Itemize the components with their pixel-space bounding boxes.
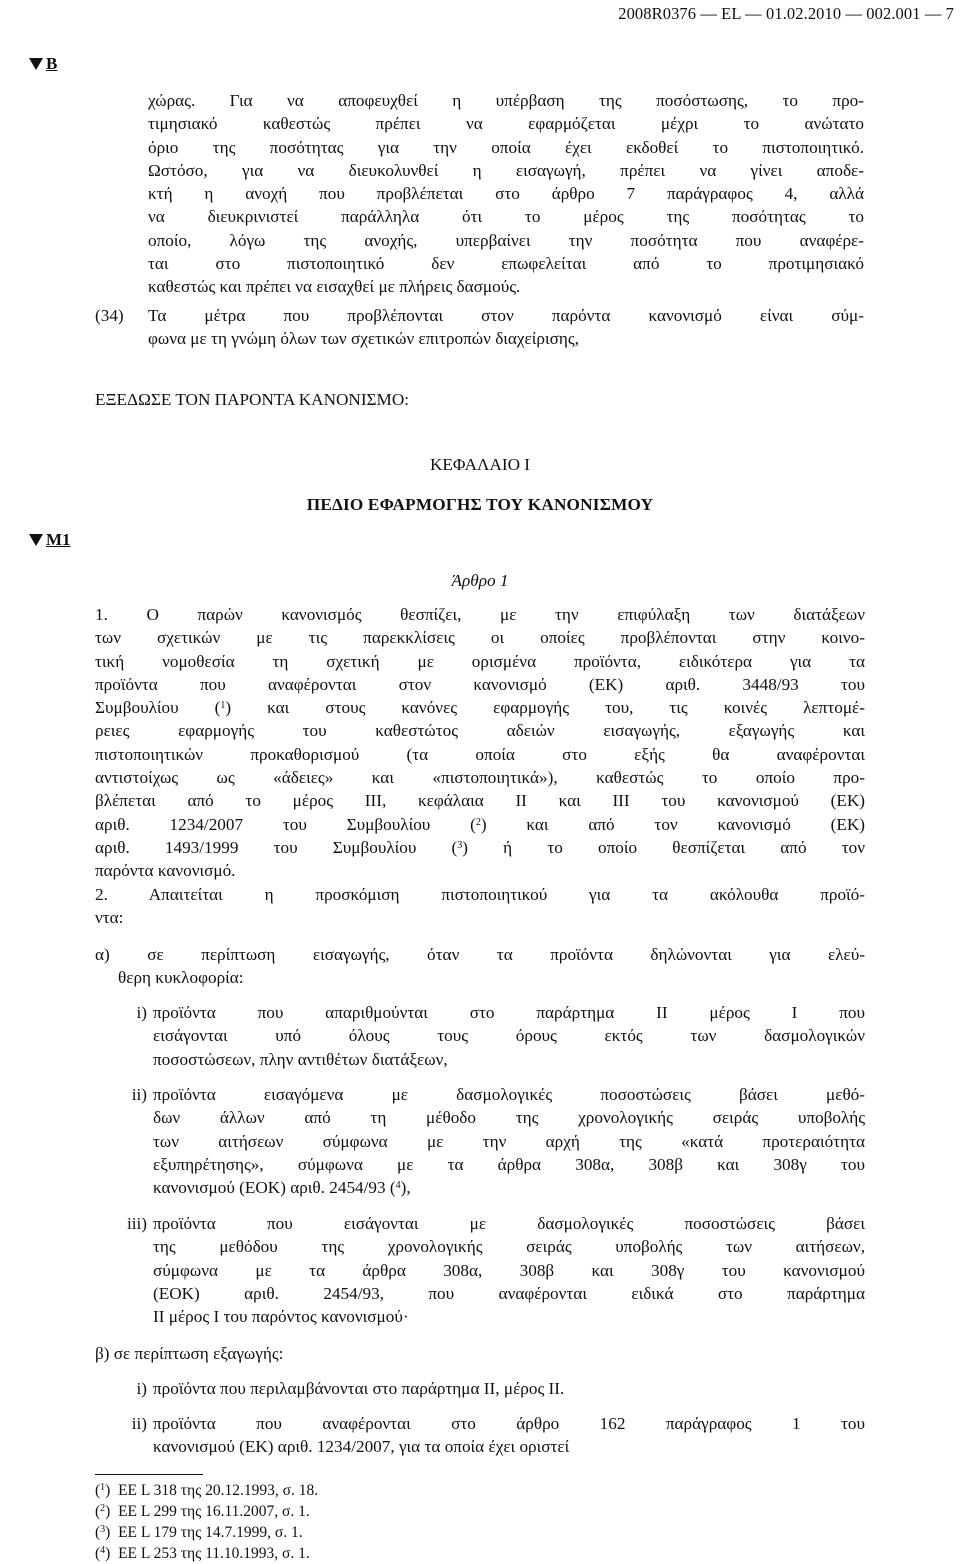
sub-item-text bbox=[153, 1083, 865, 1199]
text-line: κανονισμού (ΕΟΚ) αριθ. 2454/93 ($^4$), bbox=[153, 1178, 411, 1198]
text-line: τική νομοθεσία τη σχετική με ορισμένα προϊόντα, ειδικότερα για τα bbox=[95, 651, 865, 671]
sub-item-number: ii) bbox=[131, 1085, 147, 1104]
sub-item-number: i) bbox=[136, 1379, 147, 1398]
text-line: προϊόντα που αναφέρονται στον κανονισμό (ΕΚ) αριθ. 3448/93 του bbox=[95, 674, 865, 694]
sub-item-number: ii) bbox=[131, 1414, 147, 1433]
sub-item bbox=[95, 1083, 865, 1199]
marker-label: M1 bbox=[46, 530, 71, 549]
text-line: κανονισμού (ΕΚ) αριθ. 1234/2007, για τα οποία έχει οριστεί bbox=[153, 1437, 570, 1457]
recital-number: (34) bbox=[95, 306, 124, 325]
sub-item-text bbox=[153, 1212, 865, 1328]
footnote: ($^4$) ΕΕ L 253 της 11.10.1993, σ. 1. bbox=[95, 1545, 310, 1562]
text-line: της μεθόδου της χρονολογικής σειράς υποβολής των αιτήσεων, bbox=[153, 1237, 865, 1257]
sub-item bbox=[95, 1377, 865, 1400]
text-line: παρόντα κανονισμό. bbox=[95, 861, 236, 881]
item-a bbox=[95, 943, 865, 990]
text-line: α) σε περίπτωση εισαγωγής, όταν τα προϊόντα δηλώνονται για ελεύ- bbox=[95, 945, 865, 964]
text-line: Ωστόσο, για να διευκολυνθεί η εισαγωγή, πρέπει να γίνει αποδε- bbox=[148, 160, 864, 180]
footnote: ($^1$) ΕΕ L 318 της 20.12.1993, σ. 18. bbox=[95, 1482, 319, 1499]
text-line: πιστοποιητικών προκαθορισμού (τα οποία στο εξής θα αναφέρονται bbox=[95, 744, 865, 764]
text-line: 1. Ο παρών κανονισμός θεσπίζει, με την επιφύλαξη των διατάξεων bbox=[95, 605, 865, 624]
sub-item-text bbox=[153, 1377, 865, 1400]
recital-continuation bbox=[148, 89, 864, 299]
text-line: δων άλλων από τη μέθοδο της χρονολογικής σειράς υποβολής bbox=[153, 1108, 865, 1128]
sub-item bbox=[95, 1212, 865, 1328]
item-b: β) σε περίπτωση εξαγωγής: bbox=[95, 1344, 284, 1363]
text-line: ποσοστώσεων, πλην αντιθέτων διατάξεων, bbox=[153, 1049, 448, 1069]
text-line: κτή η ανοχή που προβλέπεται στο άρθρο 7 παράγραφος 4, αλλά bbox=[148, 184, 864, 204]
footnote-separator bbox=[95, 1474, 203, 1475]
text-line: προϊόντα που απαριθμούνται στο παράρτημα II μέρος I που bbox=[153, 1003, 865, 1022]
sub-item bbox=[95, 1412, 865, 1459]
text-line: 2. Απαιτείται η προσκόμιση πιστοποιητικού για τα ακόλουθα προϊό- bbox=[95, 885, 865, 904]
text-line: προϊόντα που αναφέρονται στο άρθρο 162 παράγραφος 1 του bbox=[153, 1414, 865, 1433]
article-title: Άρθρο 1 bbox=[451, 571, 509, 590]
text-line: τιμησιακό καθεστώς πρέπει να εφαρμόζεται μέχρι το ανώτατο bbox=[148, 114, 864, 134]
sub-item-number: i) bbox=[136, 1003, 147, 1022]
text-line: όριο της ποσότητας για την οποία έχει εκδοθεί το πιστοποιητικό. bbox=[148, 137, 864, 157]
amendment-marker-m1 bbox=[29, 528, 71, 551]
text-line: αριθ. 1493/1999 του Συμβουλίου ($^3$) ή το οποίο θεσπίζεται από τον bbox=[95, 837, 866, 857]
text-line: των σχετικών με τις παρεκκλίσεις οι οποίες προβλέπονται στην κοινο- bbox=[95, 628, 865, 648]
text-line: βλέπεται από το μέρος III, κεφάλαια II και III του κανονισμού (ΕΚ) bbox=[95, 791, 865, 811]
text-line: οποίο, λόγω της ανοχής, υπερβαίνει την ποσότητα που αναφέρε- bbox=[148, 230, 864, 250]
text-line: προϊόντα που εισάγονται με δασμολογικές ποσοστώσεις βάσει bbox=[153, 1214, 865, 1233]
footnote: ($^2$) ΕΕ L 299 της 16.11.2007, σ. 1. bbox=[95, 1503, 310, 1520]
chapter-title: ΠΕΔΙΟ ΕΦΑΡΜΟΓΗΣ ΤΟΥ ΚΑΝΟΝΙΣΜΟΥ bbox=[306, 495, 654, 514]
sub-item-number: iii) bbox=[126, 1214, 147, 1233]
recital-34-text bbox=[148, 304, 864, 351]
page-header: 2008R0376 — EL — 01.02.2010 — 002.001 — 7 bbox=[618, 4, 954, 23]
text-line: σύμφωνα με τα άρθρα 308α, 308β και 308γ του κανονισμού bbox=[153, 1260, 865, 1280]
chapter-label: ΚΕΦΑΛΑΙΟ I bbox=[429, 455, 531, 474]
marker-label: B bbox=[46, 54, 58, 73]
enacting-formula: ΕΞΕΔΩΣΕ ΤΟΝ ΠΑΡΟΝΤΑ ΚΑΝΟΝΙΣΜΟ: bbox=[95, 390, 410, 409]
amendment-marker-b bbox=[29, 52, 57, 75]
text-line: ρειες εφαρμογής του καθεστώτος αδειών εισαγωγής, εξαγωγής και bbox=[95, 721, 865, 741]
footnote: ($^3$) ΕΕ L 179 της 14.7.1999, σ. 1. bbox=[95, 1524, 303, 1541]
text-line: Συμβουλίου ($^1$) και στους κανόνες εφαρμογής του, τις κοινές λεπτομέ- bbox=[95, 698, 865, 718]
text-line: εξυπηρέτησης», σύμφωνα με τα άρθρα 308α, 308β και 308γ του bbox=[153, 1154, 865, 1174]
text-line: θερη κυκλοφορία: bbox=[118, 968, 244, 988]
paragraph-1 bbox=[95, 603, 865, 883]
text-line: (ΕΟΚ) αριθ. 2454/93, που αναφέρονται ειδικά στο παράρτημα bbox=[153, 1283, 865, 1303]
text-line: ται στο πιστοποιητικό δεν επωφελείται από το προτιμησιακό bbox=[148, 254, 864, 274]
sub-item-text bbox=[153, 1001, 865, 1071]
text-line: αριθ. 1234/2007 του Συμβουλίου ($^2$) και από τον κανονισμό (ΕΚ) bbox=[95, 814, 865, 834]
text-line: χώρας. Για να αποφευχθεί η υπέρβαση της ποσόστωσης, το προ- bbox=[148, 91, 864, 110]
text-line: II μέρος I του παρόντος κανονισμού· bbox=[153, 1307, 409, 1327]
text-line: καθεστώς και πρέπει να εισαχθεί με πλήρεις δασμούς. bbox=[148, 277, 521, 297]
text-line: Τα μέτρα που προβλέπονται στον παρόντα κανονισμό είναι σύμ- bbox=[148, 306, 864, 325]
text-line: ντα: bbox=[95, 908, 124, 928]
text-line: προϊόντα εισαγόμενα με δασμολογικές ποσοστώσεις βάσει μεθό- bbox=[153, 1085, 865, 1104]
sub-item-text bbox=[153, 1412, 865, 1459]
text-line: των αιτήσεων σύμφωνα με την αρχή της «κατά προτεραιότητα bbox=[153, 1131, 865, 1151]
text-line: φωνα με τη γνώμη όλων των σχετικών επιτροπών διαχείρισης, bbox=[148, 329, 579, 349]
triangle-down-icon bbox=[29, 534, 43, 546]
text-line: να διευκρινιστεί παράλληλα ότι το μέρος της ποσότητας το bbox=[148, 207, 864, 227]
text-line: εισάγονται υπό όλους τους όρους εκτός των δασμολογικών bbox=[153, 1026, 865, 1046]
sub-item bbox=[95, 1001, 865, 1071]
triangle-down-icon bbox=[29, 58, 43, 70]
paragraph-2 bbox=[95, 883, 865, 930]
text-line: αντιστοίχως ως «άδειες» και «πιστοποιητικά»), καθεστώς το οποίο προ- bbox=[95, 768, 865, 788]
text-line: προϊόντα που περιλαμβάνονται στο παράρτημα II, μέρος II. bbox=[153, 1379, 565, 1398]
